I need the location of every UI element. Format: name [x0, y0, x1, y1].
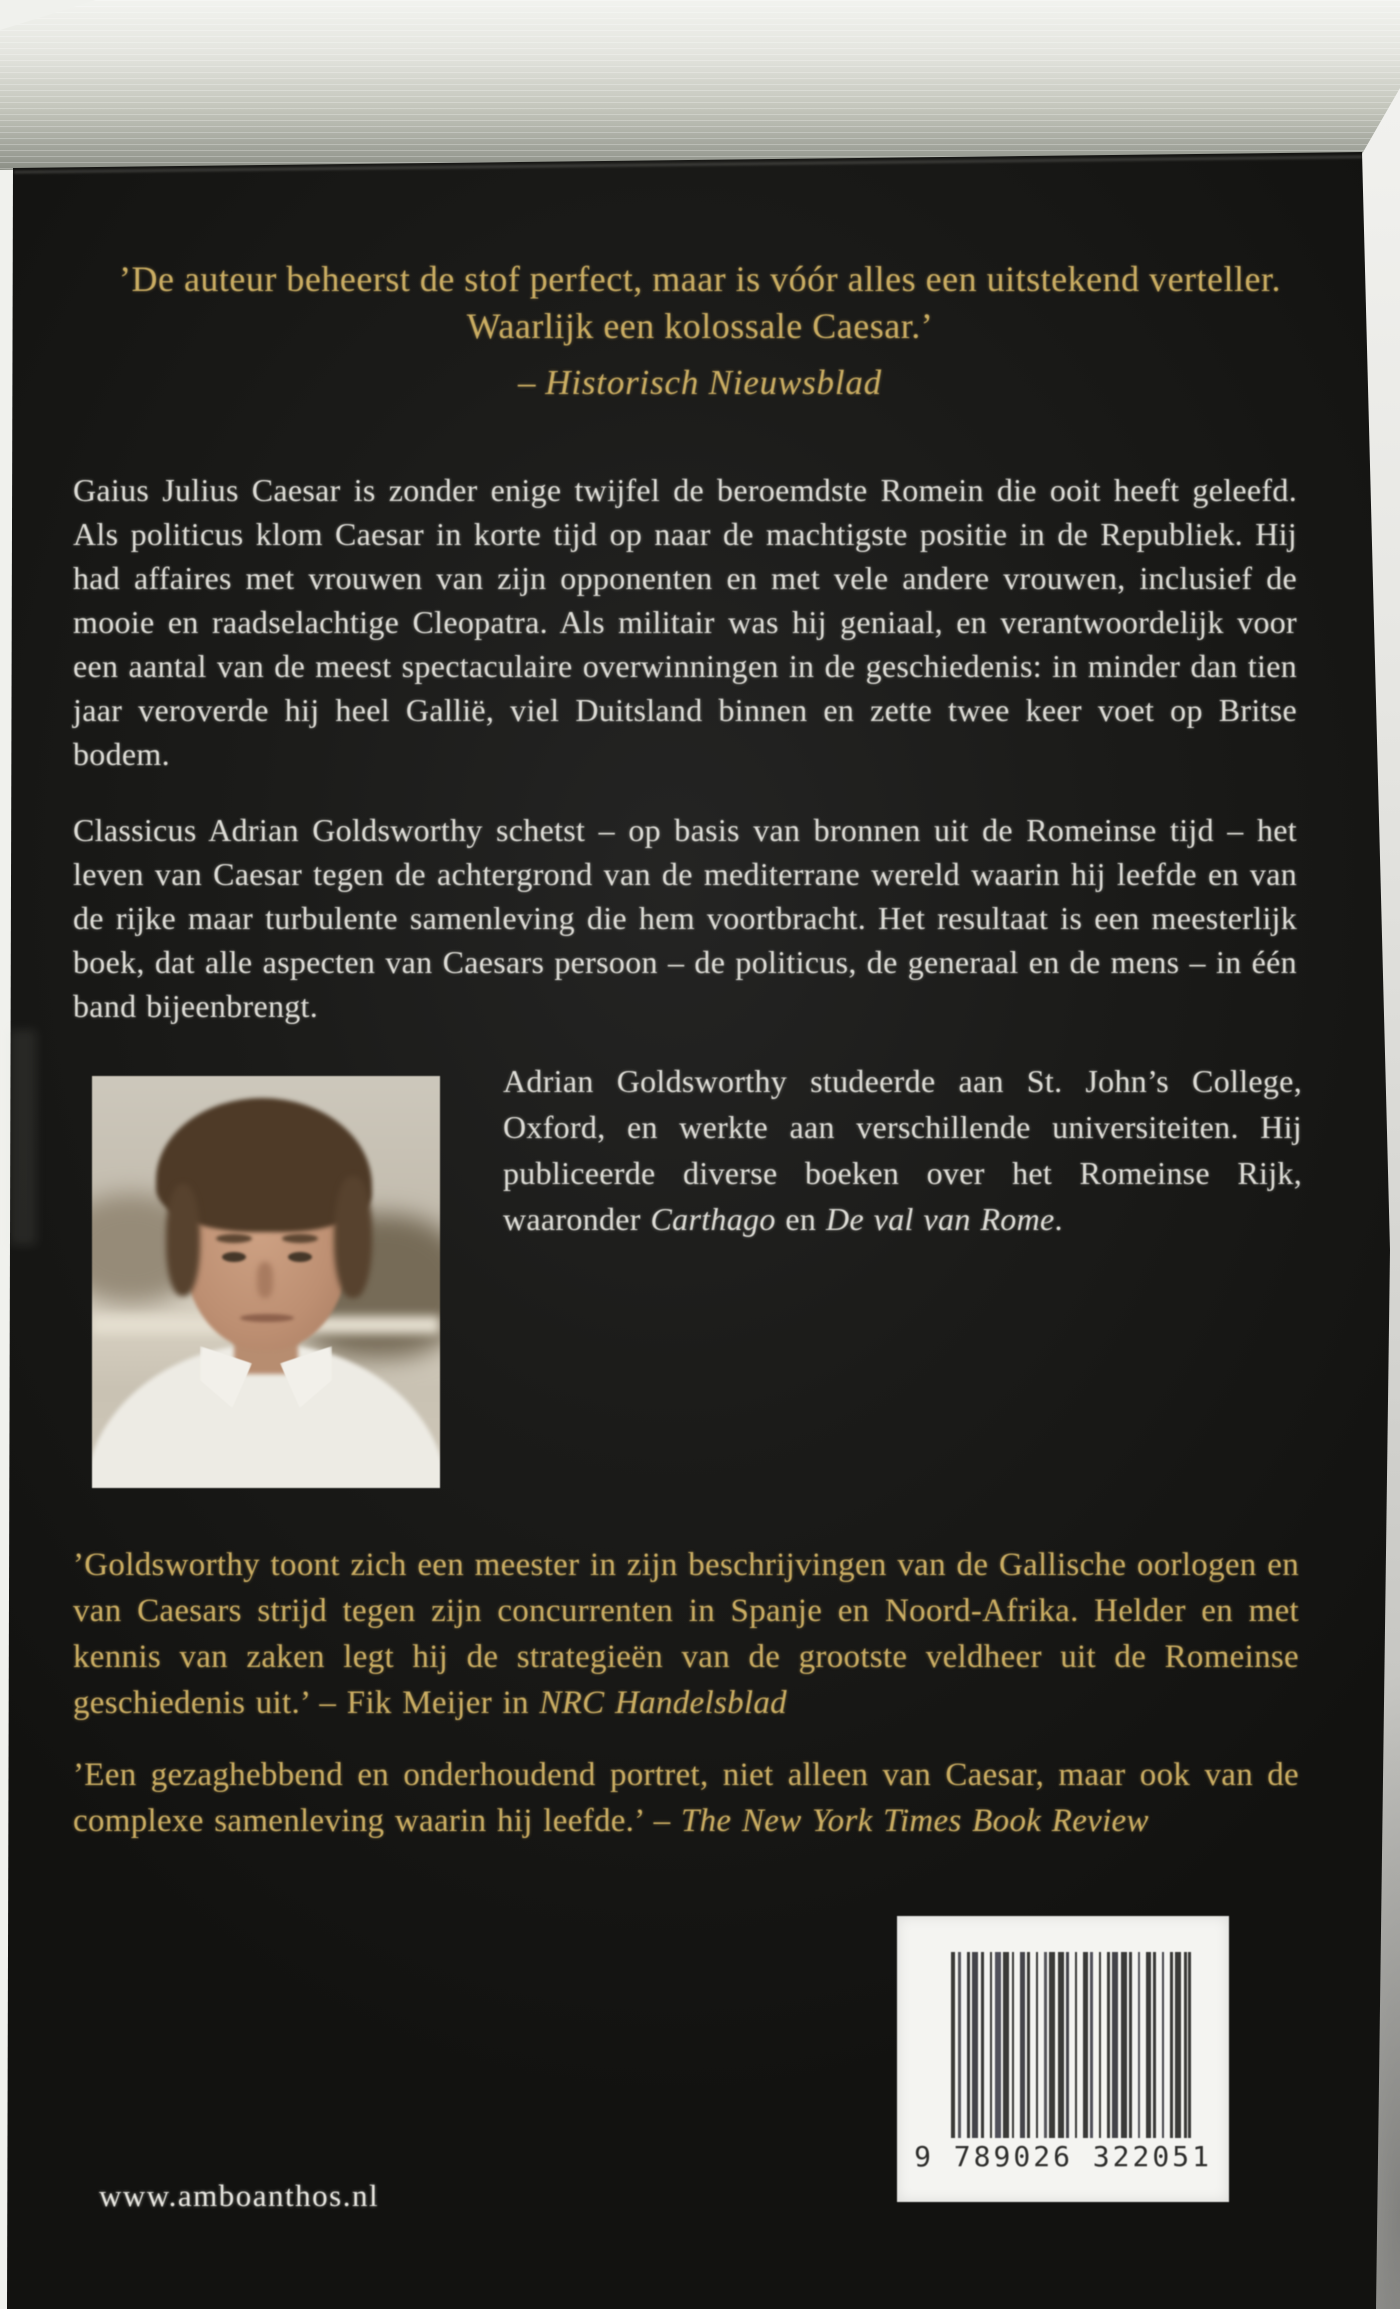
- synopsis-paragraph-1: Gaius Julius Caesar is zonder enige twijfel de beroemdste Romein die ooit heeft geleefd. Als politicus klom Caesar in korte tijd op naar de machtigste positie in de Republiek. Hij had affaires met vrouwen van zijn opponenten en met vele andere vrouwen, inclusief de mooie en raadselachtige Cleopatra. Als militair was hij geniaal, en verantwoordelijk voor een aantal van de meest spectaculaire overwinningen in de geschiedenis: in minder dan tien jaar veroverde hij heel Gallië, viel Duitsland binnen en zette twee keer voet op Britse bodem.: [73, 472, 1297, 772]
- review-quote-top-source: [100, 359, 1300, 406]
- photo-eyebrow-right: [282, 1234, 318, 1243]
- barcode-number: 9 789026 322051: [914, 2140, 1212, 2173]
- photo-hair-left: [166, 1184, 200, 1296]
- review-quote-nyt: [73, 1752, 1299, 1844]
- review-quote-nyt-source: The New York Times Book Review: [680, 1803, 1149, 1839]
- author-work-title-2: De val van Rome: [826, 1201, 1055, 1237]
- barcode: [951, 1952, 1191, 2138]
- author-bio-text-1: Adrian Goldsworthy studeerde aan St. John’s College, Oxford, en werkte aan verschillende universiteiten. Hij publiceerde diverse boeken over het Romeinse Rijk, waaronder: [503, 1063, 1302, 1237]
- attribution-source: Historisch Nieuwsblad: [545, 363, 882, 402]
- website-url: www.amboanthos.nl: [99, 2178, 380, 2213]
- synopsis-paragraph-2: Classicus Adrian Goldsworthy schetst – op basis van bronnen uit de Romeinse tijd – het leven van Caesar tegen de achtergrond van de mediterrane wereld waarin hij leefde en van de rijke maar turbulente samenleving die hem voortbracht. Het resultaat is een meesterlijk boek, dat alle aspecten van Caesars persoon – de politicus, de generaal en de mens – in één band bijeenbrengt.: [73, 812, 1297, 1024]
- review-quote-top: [100, 256, 1300, 406]
- photo-eye-right: [288, 1252, 312, 1262]
- author-bio-text-3: .: [1054, 1201, 1063, 1237]
- review-quote-gallic-text: ’Goldsworthy toont zich een meester in zijn beschrijvingen van de Gallische oorlogen en van Caesars strijd tegen zijn concurrenten in Spanje en Noord-Afrika. Helder en met kennis van zaken legt hij de strategieën van de grootste veldheer uit de Romeinse geschiedenis uit.’ – Fik Meijer in: [73, 1547, 1299, 1721]
- review-quote-gallic: [73, 1542, 1299, 1726]
- photo-eyebrow-left: [216, 1234, 252, 1243]
- author-photo: [92, 1076, 440, 1488]
- photo-eye-left: [222, 1252, 246, 1262]
- photo-hair-right: [334, 1176, 372, 1298]
- author-work-title-1: Carthago: [650, 1201, 776, 1237]
- review-quote-top-text: ’De auteur beheerst de stof perfect, maar is vóór alles een uitstekend verteller. Waarlijk een kolossale Caesar.’: [118, 259, 1282, 346]
- author-bio-text-2: en: [775, 1201, 827, 1237]
- review-quote-nyt-text: ’Een gezaghebbend en onderhoudend portret, niet alleen van Caesar, maar ook van de complexe samenleving waarin hij leefde.’ –: [73, 1757, 1299, 1839]
- photo-mouth: [240, 1314, 294, 1322]
- author-bio: [503, 1058, 1302, 1242]
- isbn-barcode-label: [897, 1916, 1229, 2202]
- photo-nose: [257, 1262, 273, 1298]
- attribution-dash: –: [518, 363, 546, 402]
- review-quote-gallic-source: NRC Handelsblad: [539, 1685, 787, 1721]
